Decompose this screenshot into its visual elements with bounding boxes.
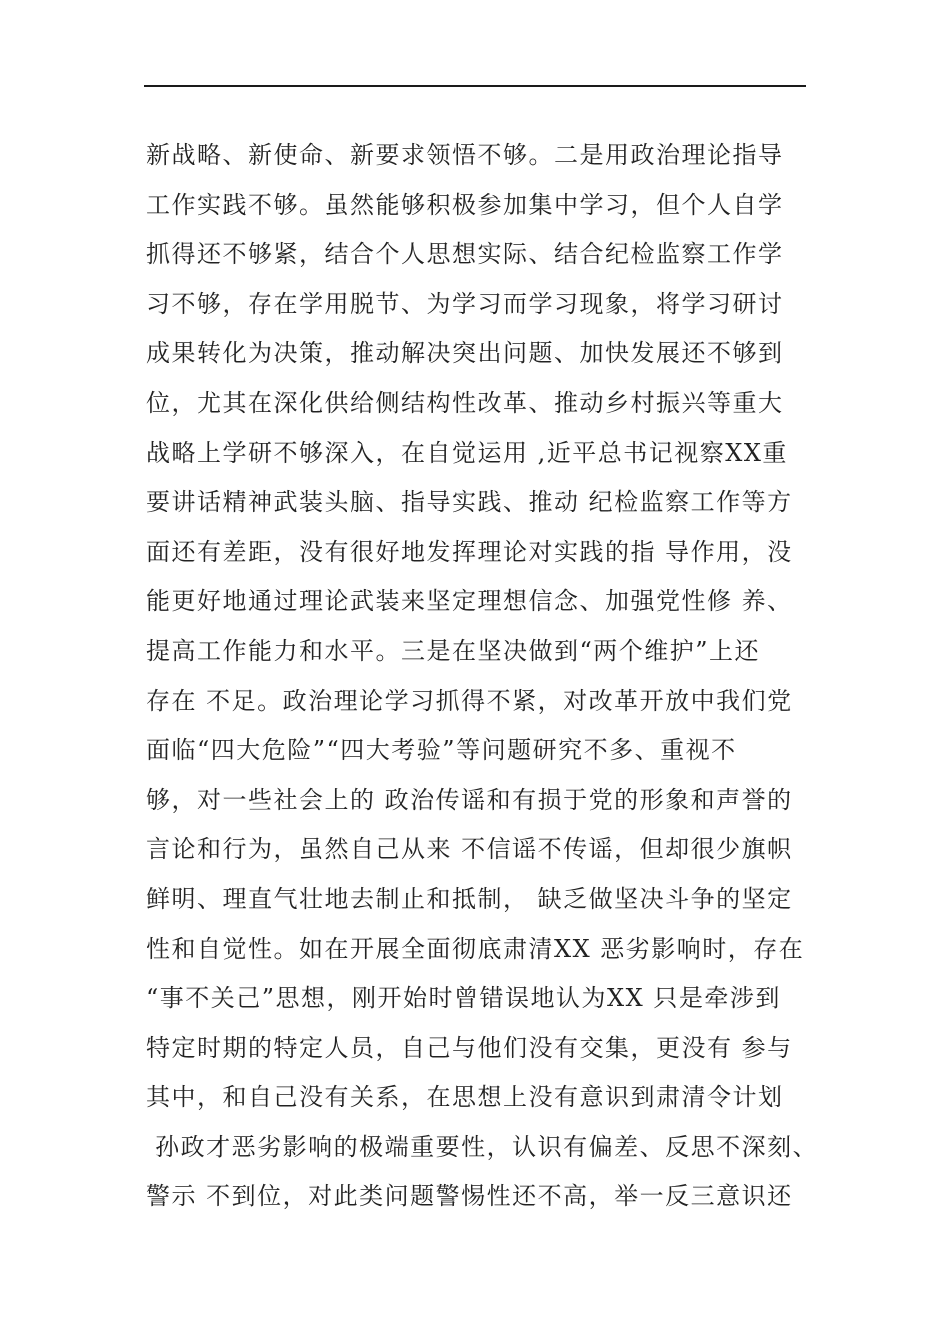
text-line: 孙政才恶劣影响的极端重要性，认识有偏差、反思不深刻、 xyxy=(146,1132,819,1161)
text-line: 要讲话精神武装头脑、指导实践、推动 纪检监察工作等方 xyxy=(146,488,793,517)
text-line: 提高工作能力和水平。三是在坚决做到“两个维护”上还 xyxy=(146,636,761,665)
text-line: 新战略、新使命、新要求领悟不够。二是用政治理论指导 xyxy=(146,141,784,169)
text-line: 够，对一些社会上的 政治传谣和有损于党的形象和声誉的 xyxy=(146,785,793,814)
text-line: 成果转化为决策，推动解决突出问题、加快发展还不够到 xyxy=(146,339,784,368)
text-line: 面临“四大危险”“四大考验”等问题研究不多、重视不 xyxy=(146,736,737,765)
text-line: 警示 不到位，对此类问题警惕性还不高，举一反三意识还 xyxy=(146,1182,793,1211)
text-line: 言论和行为，虽然自己从来 不信谣不传谣，但却很少旗帜 xyxy=(146,835,793,864)
text-line: 鲜明、理直气壮地去制止和抵制， 缺乏做坚决斗争的坚定 xyxy=(146,884,793,913)
text-line: “事不关己”思想，刚开始时曾错误地认为XX 只是牵涉到 xyxy=(146,984,781,1013)
text-line: 抓得还不够紧，结合个人思想实际、结合纪检监察工作学 xyxy=(146,240,784,269)
text-line: 存在 不足。政治理论学习抓得不紧，对改革开放中我们党 xyxy=(146,686,793,715)
text-line: 能更好地通过理论武装来坚定理想信念、加强党性修 养、 xyxy=(146,587,793,616)
text-line: 战略上学研不够深入，在自觉运用 ,近平总书记视察XX重 xyxy=(146,438,788,467)
body-paragraph xyxy=(146,131,826,1222)
text-line: 其中，和自己没有关系，在思想上没有意识到肃清令计划 xyxy=(146,1083,784,1112)
text-line: 工作实践不够。虽然能够积极参加集中学习，但个人自学 xyxy=(146,190,784,219)
text-line: 习不够，存在学用脱节、为学习而学习现象，将学习研讨 xyxy=(146,289,784,318)
text-line: 面还有差距，没有很好地发挥理论对实践的指 导作用，没 xyxy=(146,537,793,566)
text-line: 位，尤其在深化供给侧结构性改革、推动乡村振兴等重大 xyxy=(146,388,784,417)
text-line: 特定时期的特定人员，自己与他们没有交集，更没有 参与 xyxy=(146,1033,793,1062)
header-rule xyxy=(144,85,806,87)
text-line: 性和自觉性。如在开展全面彻底肃清XX 恶劣影响时，存在 xyxy=(146,934,805,963)
